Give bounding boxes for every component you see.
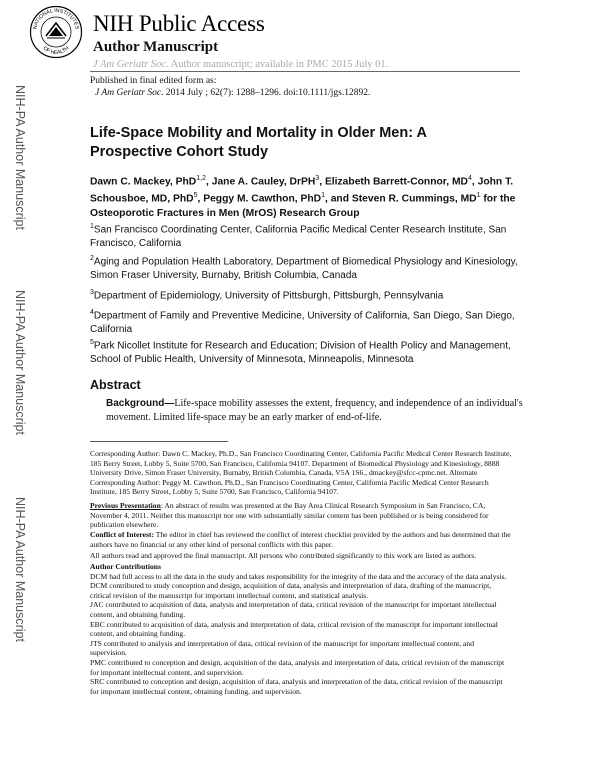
affiliation [90, 220, 528, 251]
author-contributions [90, 562, 512, 696]
author-list [90, 172, 528, 221]
author-affil-ref: 1 [321, 192, 325, 200]
contributions-list [90, 572, 512, 697]
author-affil-ref: 5 [193, 192, 198, 200]
affiliation-text: Department of Epidemiology, University of Pittsburgh, Pittsburgh, Pennsylvania [93, 290, 444, 302]
author-contributions-heading: Author Contributions [90, 562, 161, 571]
author-name: Jane A. Cauley, DrPH [211, 176, 316, 188]
affiliation-number: 5 [90, 339, 94, 346]
header-rule [90, 71, 520, 72]
author-name: Peggy M. Cawthon, PhD [203, 193, 322, 205]
affiliation-text: San Francisco Coordinating Center, California Pacific Medical Center Research Institute, San Francisco, California [90, 224, 507, 250]
abstract-heading: Abstract [90, 378, 141, 392]
nih-public-access-title: NIH Public Access [93, 11, 265, 36]
previous-presentation-text: : An abstract of results was presented at the Bay Area Clinical Research Symposium in San Francisco, CA, November 4, 2011. Neither this manuscript nor one with substantially similar content has been published or is being considered for publication elsewhere. [90, 501, 489, 530]
contribution-item: DCM had full access to all the data in the study and takes responsibility for the integrity of the data and the accuracy of the data analysis. [90, 571, 507, 581]
contribution-item: PMC contributed to conception and design, acquisition of the data, analysis and interpretation of data, critical revision of the manuscript for important intellectual content, and supervision. [90, 657, 505, 677]
contribution-item: DCM contributed to study conception and design, acquisition of data, analysis and interpretation of data, drafting of the manuscript, critical revision of the manuscript for important intellectual content, and statistical analysis. [90, 581, 492, 600]
previous-presentation-note [90, 501, 512, 530]
author-separator: , [197, 193, 204, 205]
contribution-item: JAC contributed to acquisition of data, analysis and interpretation of data, critical revision of the manuscript for important intellectual content, and obtaining funding. [90, 600, 497, 619]
author-affil-ref: 1,2 [196, 175, 206, 182]
author-affil-ref: 1 [476, 192, 481, 200]
author-name: John T. Schousboe, MD, PhD [90, 176, 514, 205]
author-separator: , [471, 176, 478, 188]
affiliation-text: Park Nicollet Institute for Research and Education; Division of Health Policy and Management, School of Public Health, University of Minnesota, Minneapolis, Minnesota [90, 340, 511, 366]
side-label-bottom: NIH-PA Author Manuscript [13, 497, 27, 642]
journal-abbrev: J Am Geriatr Soc [93, 59, 167, 70]
affiliation-number: 2 [90, 255, 94, 262]
conflict-of-interest-label: Conflict of Interest: [90, 530, 154, 539]
affiliation [90, 252, 528, 283]
svg-text:OF HEALTH: OF HEALTH [41, 45, 71, 57]
author-name: Dawn C. Mackey, PhD [90, 176, 197, 188]
availability-text: . Author manuscript; available in PMC 2015 July 01. [166, 59, 389, 70]
affiliation-text: Aging and Population Health Laboratory, Department of Biomedical Physiology and Kinesiology, Simon Fraser University, Burnaby, British Columbia, Canada [90, 256, 518, 282]
previous-presentation-label: Previous Presentation [90, 501, 161, 510]
author-separator: , [205, 176, 212, 188]
author-affil-ref: 3 [315, 175, 320, 182]
side-label-top: NIH-PA Author Manuscript [13, 85, 27, 230]
footnote-rule [90, 441, 228, 442]
conflict-of-interest-note [90, 530, 512, 549]
affiliation [90, 336, 528, 367]
author-affil-ref: 4 [467, 175, 472, 182]
affiliation-number: 4 [90, 309, 94, 316]
abstract-background [106, 397, 526, 425]
approval-note: All authors read and approved the final manuscript. All persons who contributed significantly to this work are listed as authors. [90, 551, 477, 560]
affiliation-text: Department of Family and Preventive Medicine, University of California, San Diego, San Diego, California [90, 310, 515, 336]
svg-text:NATIONAL INSTITUTES: NATIONAL INSTITUTES [32, 7, 80, 30]
side-label-middle: NIH-PA Author Manuscript [13, 290, 27, 435]
publication-citation [95, 87, 370, 99]
affiliation-number: 1 [90, 223, 94, 230]
article-title: Life-Space Mobility and Mortality in Older Men: A Prospective Cohort Study [90, 125, 427, 160]
availability-line [93, 58, 388, 71]
affiliation [90, 306, 528, 337]
background-label: Background— [106, 398, 175, 409]
author-manuscript-label: Author Manuscript [93, 39, 219, 55]
research-group: for the Osteoporotic Fractures in Men (MrOS) Research Group [90, 193, 516, 219]
background-text: Life-space mobility assesses the extent, frequency, and independence of an individual's movement. Limited life-space may be an early marker of end-of-life. [106, 398, 523, 423]
author-name: Elizabeth Barrett-Connor, MD [324, 176, 468, 188]
corresponding-author-note: Corresponding Author: Dawn C. Mackey, Ph.D., San Francisco Coordinating Center, California Pacific Medical Center Research Institute, 185 Berry Street, Lobby 5, Suite 5700, San Francisco, California 94107. Department of Biomedical Physiology and Kinesiology, 8888 University Drive, Simon Fraser University, Burnaby, British Columbia, Canada, V5A 1S6., dmackey@sfcc-cpmc.net. Alternate Corresponding Author: Peggy M. Cawthon, Ph.D., San Francisco Coordinating Center, California Pacific Medical Center Research Institute, 185 Berry Street, Lobby 5, Suite 5700, San Francisco, California 94107. [90, 449, 512, 497]
author-separator: , and [324, 193, 352, 205]
conflict-of-interest-text: The editor in chief has reviewed the conflict of interest checklist provided by the authors and has determined that the authors have no financial or any other kind of personal conflicts with this paper. [90, 530, 511, 549]
citation-details: . 2014 July ; 62(7): 1288–1296. doi:10.1111/jgs.12892. [161, 88, 371, 98]
author-separator: , [319, 176, 325, 188]
affiliation-number: 3 [90, 289, 94, 296]
published-in-label: Published in final edited form as: [90, 76, 217, 86]
contribution-item: SRC contributed to conception and design, acquisition of data, analysis and interpretation of the data, critical revision of the manuscript for important intellectual content, obtaining funding, and supervision. [90, 677, 503, 696]
contribution-item: JTS contributed to analysis and interpretation of data, critical revision of the manuscript for important intellectual content, and supervision. [90, 638, 475, 658]
nih-seal-logo [29, 5, 83, 59]
author-name: Steven R. Cummings, MD [351, 193, 477, 205]
contribution-item: EBC contributed to acquisition of data, analysis and interpretation of data, critical revision of the manuscript for important intellectual content, and obtaining funding. [90, 619, 498, 639]
affiliation [90, 286, 528, 303]
citation-journal: J Am Geriatr Soc [95, 88, 162, 98]
